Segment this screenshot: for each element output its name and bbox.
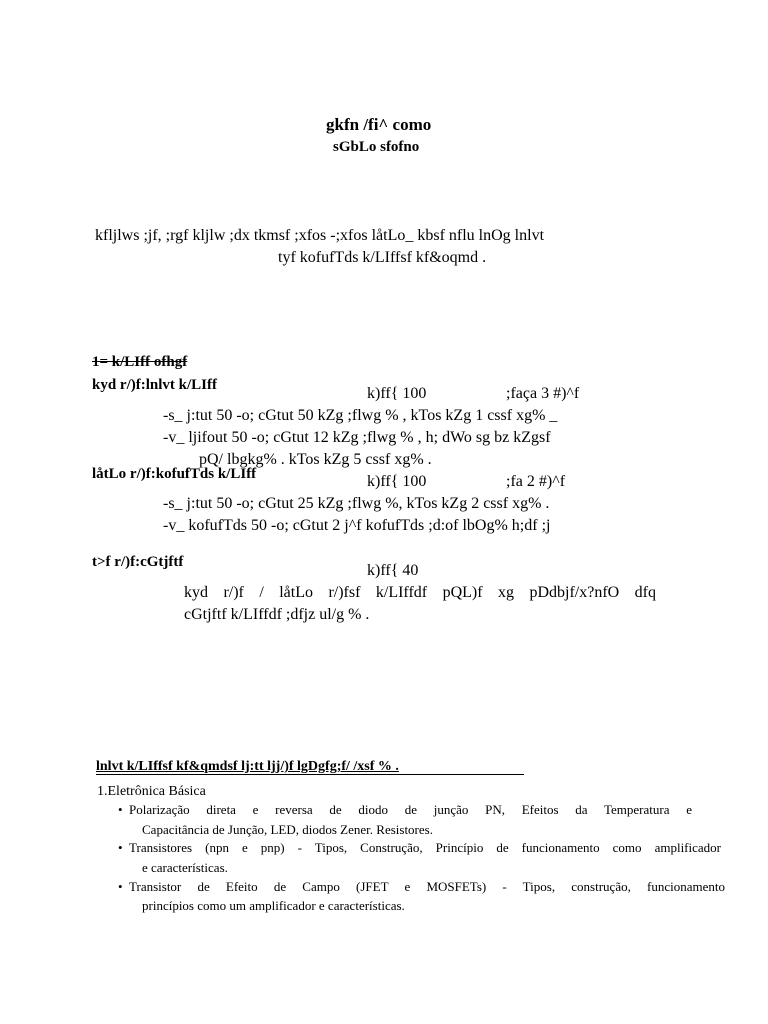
written-exam-item-1: -s_ j:tut 50 -o; cGtut 50 kZg ;flwg % , kTos kZg 1 cssf xg% _ xyxy=(163,407,558,424)
exam-section-title: 1= k/LIff ofhgf xyxy=(92,354,188,370)
written-exam-marks: k)ff{ 100 xyxy=(367,385,427,402)
written-exam-item-2-cont: pQ/ lbgkg% . kTos kZg 5 cssf xg% . xyxy=(199,451,432,468)
interview-text-1: kyd r/)f / låtLo r/)fsf k/LIffdf pQL)f xg pDdbjf/x?nfO dfq xyxy=(184,584,656,601)
interview-marks: k)ff{ 40 xyxy=(367,562,419,579)
bullet-icon: • xyxy=(118,879,123,894)
practical-exam-item-1: -s_ j:tut 50 -o; cGtut 25 kZg ;flwg %, kTos kZg 2 cssf xg% . xyxy=(163,495,550,512)
practical-exam-time: ;fa 2 #)^f xyxy=(506,473,566,490)
syllabus-bullet-1-line-1: Polarização direta e reversa de diodo de junção PN, Efeitos da Temperatura e xyxy=(129,802,692,817)
syllabus-heading-rule xyxy=(96,774,524,775)
written-exam-heading: kyd r/)f:lnlvt k/LIff xyxy=(92,377,218,393)
intro-line-1: kfljlws ;jf, ;rgf kljlw ;dx tkmsf ;xfos -;xfos låtLo_ kbsf nflu lnOg lnlvt xyxy=(95,227,545,244)
practical-exam-item-2: -v_ kofufTds 50 -o; cGtut 2 j^f kofufTds ;d:of lbOg% h;df ;j xyxy=(163,517,551,534)
written-exam-item-2: -v_ ljifout 50 -o; cGtut 12 kZg ;flwg % , h; dWo sg bz kZgsf xyxy=(163,429,551,446)
interview-heading: t>f r/)f:cGtjftf xyxy=(92,554,184,570)
page-title: gkfn /fi^ como xyxy=(326,115,432,134)
bullet-icon: • xyxy=(118,840,123,855)
practical-exam-marks: k)ff{ 100 xyxy=(367,473,427,490)
syllabus-bullet-3-line-2: princípios como um amplificador e características. xyxy=(142,898,405,913)
written-exam-time: ;faça 3 #)^f xyxy=(506,385,580,402)
bullet-icon: • xyxy=(118,802,123,817)
syllabus-bullet-2-line-2: e características. xyxy=(142,860,228,875)
syllabus-bullet-3-line-1: Transistor de Efeito de Campo (JFET e MOSFETs) - Tipos, construção, funcionamento xyxy=(129,879,725,894)
syllabus-bullet-2-line-1: Transistores (npn e pnp) - Tipos, Construção, Princípio de funcionamento como amplificador xyxy=(129,840,721,855)
syllabus-heading: lnlvt k/LIffsf kf&qmdsf lj:tt ljj/)f lgDgfg;f/ /xsf % . xyxy=(96,759,399,774)
syllabus-bullet-1-line-2: Capacitância de Junção, LED, diodos Zener. Resistores. xyxy=(142,822,433,837)
intro-line-2: tyf kofufTds k/LIffsf kf&oqmd . xyxy=(278,249,487,266)
practical-exam-heading: låtLo r/)f:kofufTds k/LIff xyxy=(92,466,257,482)
interview-text-2: cGtjftf k/LIffdf ;dfjz ul/g % . xyxy=(184,606,370,623)
syllabus-section-1-title: 1.Eletrônica Básica xyxy=(97,784,206,799)
page-subtitle: sGbLo sfofno xyxy=(333,139,420,155)
